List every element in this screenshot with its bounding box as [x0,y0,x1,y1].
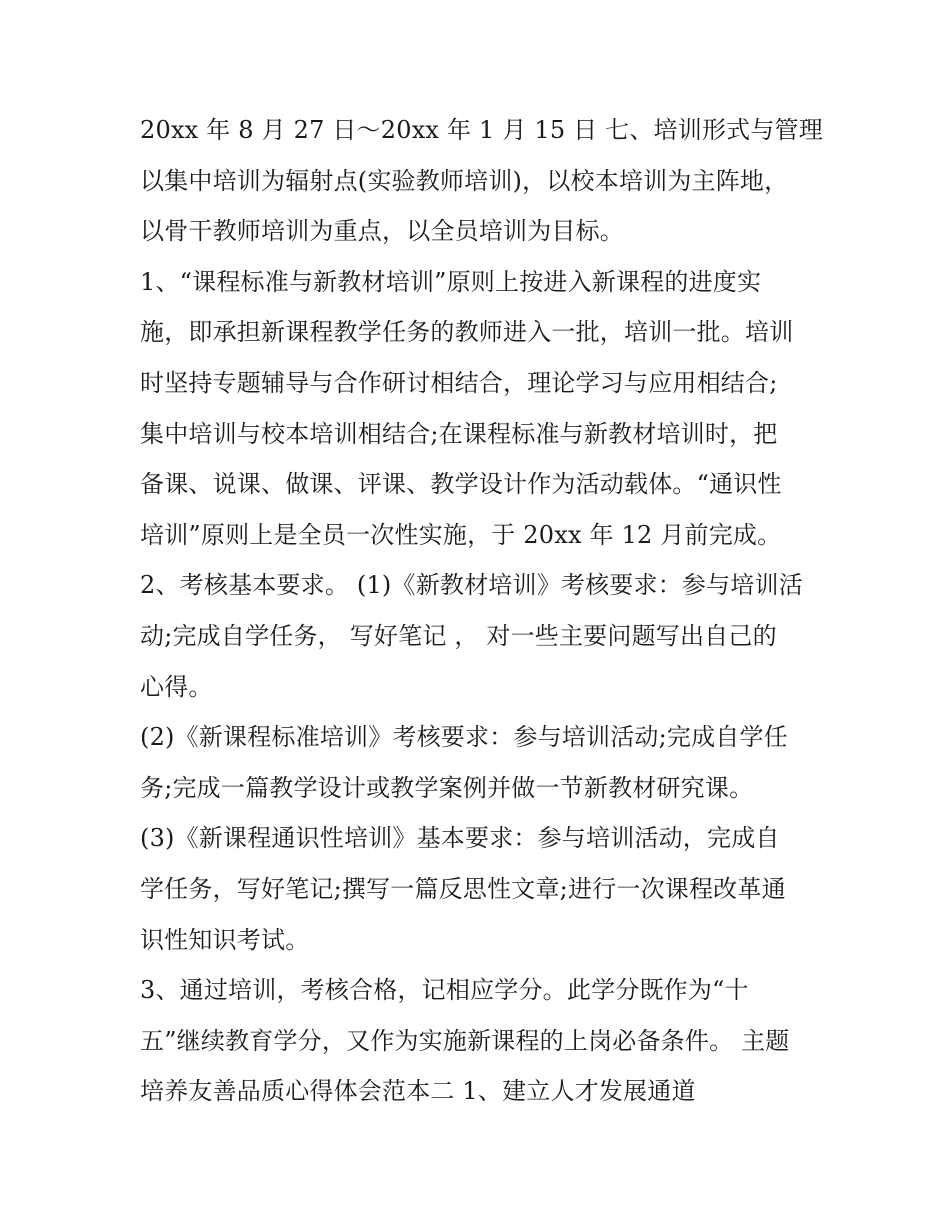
text-line: (2)《新课程标准培训》考核要求：参与培训活动;完成自学任 [140,723,788,752]
text-line: 施，即承担新课程教学任务的教师进入一批，培训一批。培训 [140,318,794,347]
text-line: 2、考核基本要求。 (1)《新教材培训》考核要求：参与培训活 [140,571,803,600]
text-line: 备课、说课、做课、评课、教学设计作为活动载体。“通识性 [140,470,782,499]
body-text [140,110,830,1122]
text-line: 培养友善品质心得体会范本二 1、建立人才发展通道 [140,1077,696,1106]
text-line: 1、“课程标准与新教材培训”原则上按进入新课程的进度实 [140,267,762,296]
text-line: (3)《新课程通识性培训》基本要求：参与培训活动，完成自 [140,824,780,853]
text-line: 20xx 年 8 月 27 日～20xx 年 1 月 15 日 七、培训形式与管理 [140,116,823,144]
text-line: 五”继续教育学分，又作为实施新课程的上岗必备条件。 主题 [140,1026,790,1055]
text-line: 学任务，写好笔记;撰写一篇反思性文章;进行一次课程改革通 [140,874,786,903]
text-line: 集中培训与校本培训相结合;在课程标准与新教材培训时，把 [140,419,778,448]
text-line: 动;完成自学任务， 写好笔记 ， 对一些主要问题写出自己的 [140,621,777,650]
text-line: 以骨干教师培训为重点，以全员培训为目标。 [140,217,624,246]
text-line: 时坚持专题辅导与合作研讨相结合，理论学习与应用相结合; [140,368,778,397]
text-line: 心得。 [140,672,213,701]
text-line: 以集中培训为辐射点(实验教师培训)，以校本培训为主阵地， [140,166,789,195]
text-line: 务;完成一篇教学设计或教学案例并做一节新教材研究课。 [140,773,754,802]
text-line: 培训”原则上是全员一次性实施，于 20xx 年 12 月前完成。 [140,520,782,549]
text-line: 3、通过培训，考核合格，记相应学分。此学分既作为“十 [140,976,749,1005]
text-line: 识性知识考试。 [140,925,310,954]
